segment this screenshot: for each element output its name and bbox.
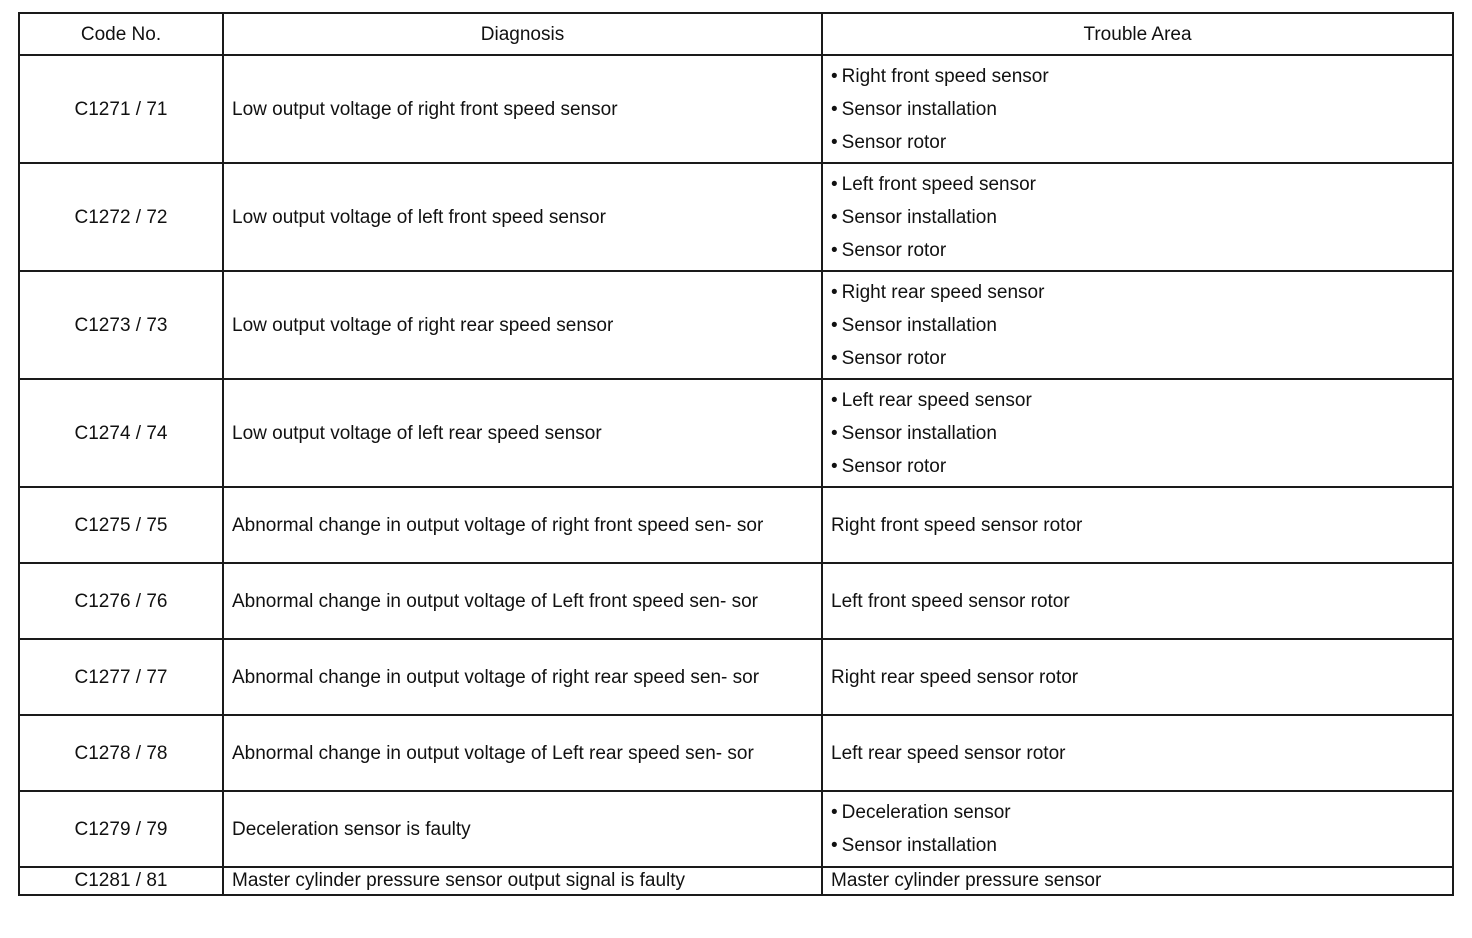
code-cell: C1278 / 78	[19, 715, 223, 791]
diagnosis-cell: Abnormal change in output voltage of right rear speed sen- sor	[223, 639, 822, 715]
trouble-area-item: • Deceleration sensor	[831, 796, 1452, 829]
diagnosis-cell: Low output voltage of right front speed sensor	[223, 55, 822, 163]
trouble-area-list	[831, 168, 1452, 267]
trouble-area-item: • Left rear speed sensor	[831, 384, 1452, 417]
table-row	[19, 487, 1453, 563]
header-trouble-area: Trouble Area	[822, 13, 1453, 55]
header-diagnosis: Diagnosis	[223, 13, 822, 55]
trouble-area-cell	[822, 163, 1453, 271]
trouble-area-cell	[822, 791, 1453, 867]
trouble-area-cell: Master cylinder pressure sensor	[822, 867, 1453, 895]
diagnosis-cell: Low output voltage of left rear speed sensor	[223, 379, 822, 487]
diagnosis-cell: Abnormal change in output voltage of right front speed sen- sor	[223, 487, 822, 563]
code-cell: C1277 / 77	[19, 639, 223, 715]
diagnosis-cell: Abnormal change in output voltage of Left front speed sen- sor	[223, 563, 822, 639]
trouble-area-cell	[822, 379, 1453, 487]
trouble-area-list	[831, 796, 1452, 862]
table-row	[19, 715, 1453, 791]
diagnosis-cell: Master cylinder pressure sensor output signal is faulty	[223, 867, 822, 895]
code-cell: C1273 / 73	[19, 271, 223, 379]
trouble-area-item: • Sensor rotor	[831, 126, 1452, 159]
trouble-area-cell	[822, 55, 1453, 163]
trouble-area-item: • Sensor installation	[831, 417, 1452, 450]
code-cell: C1271 / 71	[19, 55, 223, 163]
trouble-area-list	[831, 60, 1452, 159]
trouble-area-cell: Right front speed sensor rotor	[822, 487, 1453, 563]
diagnosis-cell: Abnormal change in output voltage of Left rear speed sen- sor	[223, 715, 822, 791]
trouble-area-item: • Sensor installation	[831, 309, 1452, 342]
trouble-area-item: • Sensor rotor	[831, 342, 1452, 375]
table-header	[19, 13, 1453, 55]
diagnostic-code-table	[18, 12, 1454, 896]
diagnosis-cell: Low output voltage of right rear speed sensor	[223, 271, 822, 379]
trouble-area-list	[831, 276, 1452, 375]
code-cell: C1279 / 79	[19, 791, 223, 867]
table-body	[19, 55, 1453, 895]
code-cell: C1276 / 76	[19, 563, 223, 639]
table-row	[19, 639, 1453, 715]
trouble-area-item: • Sensor installation	[831, 93, 1452, 126]
trouble-area-item: • Left front speed sensor	[831, 168, 1452, 201]
table-row	[19, 791, 1453, 867]
header-row	[19, 13, 1453, 55]
trouble-area-cell: Right rear speed sensor rotor	[822, 639, 1453, 715]
header-code: Code No.	[19, 13, 223, 55]
code-cell: C1274 / 74	[19, 379, 223, 487]
trouble-area-item: • Sensor rotor	[831, 234, 1452, 267]
code-cell: C1272 / 72	[19, 163, 223, 271]
diagnosis-cell: Deceleration sensor is faulty	[223, 791, 822, 867]
table-row	[19, 163, 1453, 271]
trouble-area-item: • Sensor rotor	[831, 450, 1452, 483]
trouble-area-item: • Sensor installation	[831, 201, 1452, 234]
table-row	[19, 867, 1453, 895]
table-row	[19, 563, 1453, 639]
trouble-area-item: • Right rear speed sensor	[831, 276, 1452, 309]
trouble-area-list	[831, 384, 1452, 483]
diagnosis-cell: Low output voltage of left front speed sensor	[223, 163, 822, 271]
trouble-area-item: • Right front speed sensor	[831, 60, 1452, 93]
table-row	[19, 55, 1453, 163]
code-cell: C1275 / 75	[19, 487, 223, 563]
table-row	[19, 271, 1453, 379]
table-row	[19, 379, 1453, 487]
code-cell: C1281 / 81	[19, 867, 223, 895]
trouble-area-cell	[822, 271, 1453, 379]
trouble-area-cell: Left rear speed sensor rotor	[822, 715, 1453, 791]
trouble-area-cell: Left front speed sensor rotor	[822, 563, 1453, 639]
trouble-area-item: • Sensor installation	[831, 829, 1452, 862]
